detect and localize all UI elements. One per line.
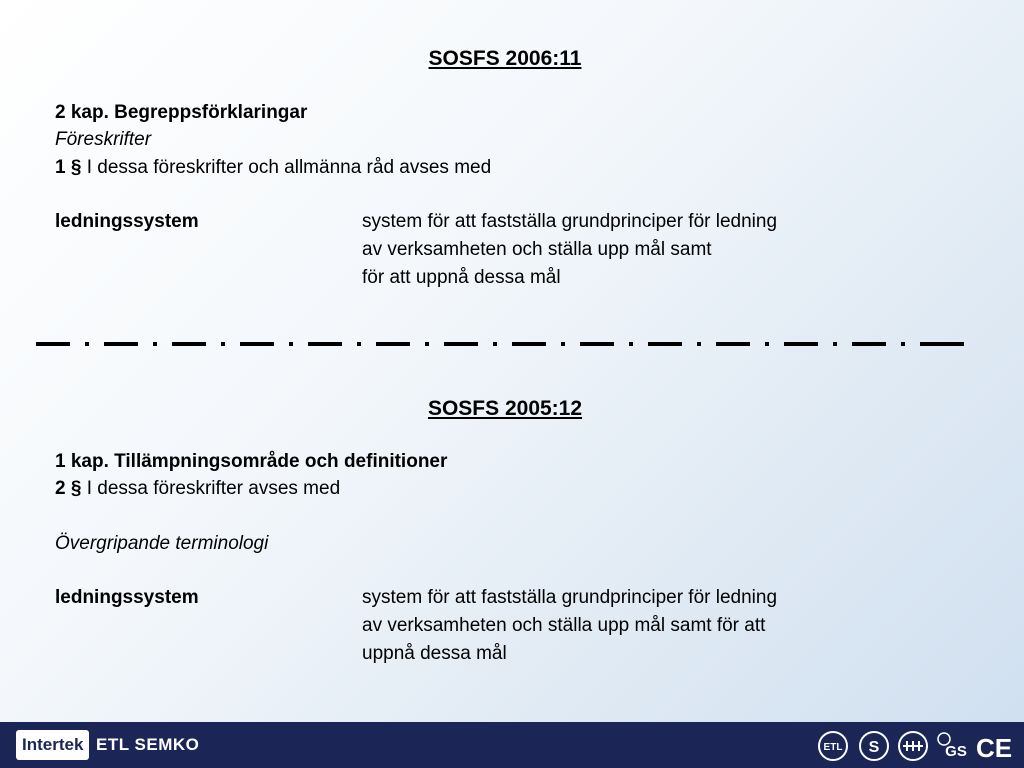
section2-term: ledningssystem [55, 587, 199, 608]
section2-definition-line: av verksamheten och ställa upp mål samt för att [362, 615, 766, 636]
dash-dot-divider [36, 340, 964, 348]
gs-mark-icon [938, 733, 967, 760]
section1-chapter: 2 kap. Begreppsförklaringar [55, 102, 308, 123]
etl-mark-icon [819, 732, 847, 760]
section2-para-text: I dessa föreskrifter avses med [81, 478, 341, 499]
etl-mark-label: ETL [823, 742, 843, 753]
section2-para-number: 2 § [55, 478, 82, 499]
section2-title: SOSFS 2005:12 [427, 397, 583, 420]
section2-definition-line: uppnå dessa mål [362, 643, 507, 664]
section1-definition [362, 208, 777, 292]
s-mark-label: S [868, 739, 880, 756]
section2-paragraph [55, 478, 340, 500]
semko-mark-icon [899, 732, 927, 760]
etl-semko-logo: ETL SEMKO [96, 735, 200, 754]
section1-definition-line: system för att fastställa grundprinciper för ledning [362, 211, 778, 232]
ce-mark-label: CE [975, 733, 1013, 763]
intertek-logo: Intertek [16, 730, 89, 760]
section1-paragraph [55, 157, 491, 179]
section1-term: ledningssystem [55, 211, 199, 232]
section1-definition-line: av verksamheten och ställa upp mål samt [362, 239, 712, 260]
section1-title: SOSFS 2006:11 [428, 47, 582, 70]
section1-definition-line: för att uppnå dessa mål [362, 267, 561, 288]
section1-subheading: Föreskrifter [55, 129, 152, 150]
s-mark-icon [860, 732, 888, 760]
gs-mark-label: GS [945, 743, 967, 760]
certification-marks [816, 729, 1024, 763]
section1-para-text: I dessa föreskrifter och allmänna råd avses med [81, 157, 492, 178]
ce-mark-icon [976, 733, 1012, 763]
section1-para-number: 1 § [55, 157, 82, 178]
section2-subheading: Övergripande terminologi [55, 533, 269, 554]
section2-definition-line: system för att fastställa grundprinciper för ledning [362, 587, 778, 608]
section2-definition [362, 584, 777, 668]
section2-chapter: 1 kap. Tillämpningsområde och definitioner [55, 451, 448, 472]
